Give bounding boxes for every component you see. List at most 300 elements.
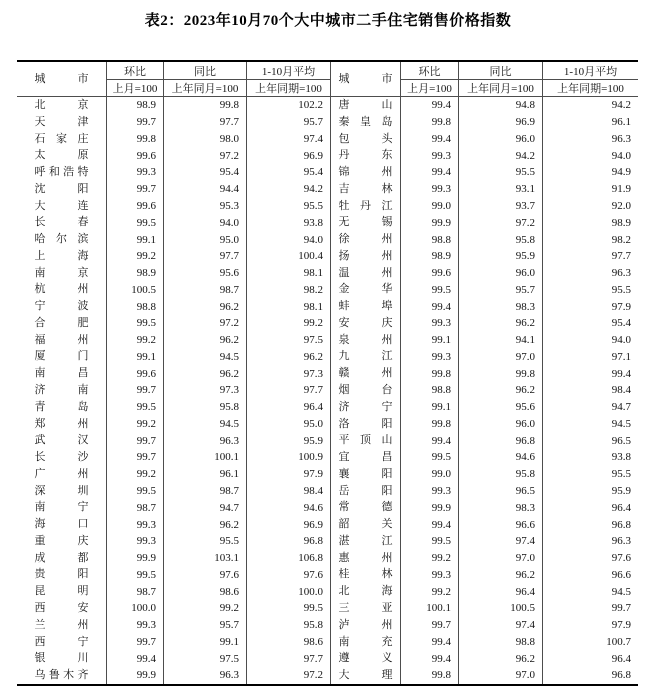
avg-value: 98.2 [542, 231, 638, 248]
city-name: 重庆 [34, 534, 89, 547]
city-cell [17, 281, 106, 298]
mom-value: 99.2 [106, 466, 163, 483]
header-city-right-label: 城市 [338, 72, 393, 85]
mom-value: 99.0 [400, 198, 458, 215]
city-name: 上海 [34, 249, 89, 262]
city-name: 长春 [34, 216, 89, 229]
yoy-value: 99.8 [163, 97, 246, 114]
city-name: 洛阳 [338, 417, 393, 430]
avg-value: 106.8 [246, 550, 330, 567]
avg-value: 98.6 [246, 634, 330, 651]
avg-value: 97.6 [246, 566, 330, 583]
city-cell [17, 466, 106, 483]
city-cell [330, 432, 400, 449]
avg-value: 97.6 [542, 550, 638, 567]
mom-value: 99.0 [400, 466, 458, 483]
avg-value: 95.7 [246, 114, 330, 131]
avg-value: 94.7 [542, 399, 638, 416]
yoy-value: 95.6 [458, 399, 542, 416]
city-cell [330, 416, 400, 433]
mom-value: 99.5 [106, 483, 163, 500]
yoy-value: 96.5 [458, 483, 542, 500]
page-title: 表2：2023年10月70个大中城市二手住宅销售价格指数 [144, 13, 512, 29]
mom-value: 99.1 [106, 348, 163, 365]
city-cell [17, 416, 106, 433]
city-name: 长沙 [34, 451, 89, 464]
mom-value: 99.8 [106, 131, 163, 148]
header-city-right [330, 62, 400, 97]
yoy-value: 96.2 [163, 516, 246, 533]
yoy-value: 97.6 [163, 566, 246, 583]
city-name: 韶关 [338, 518, 393, 531]
city-cell [330, 466, 400, 483]
city-name: 合肥 [34, 316, 89, 329]
mom-value: 99.2 [106, 332, 163, 349]
yoy-value: 97.2 [458, 214, 542, 231]
header-avg-left: 1-10月平均 [246, 62, 330, 80]
city-cell [17, 516, 106, 533]
city-cell [330, 634, 400, 651]
avg-value: 96.1 [542, 114, 638, 131]
header-yoy-base-right: 上年同月=100 [458, 80, 542, 97]
mom-value: 99.7 [106, 432, 163, 449]
city-name: 济南 [34, 384, 89, 397]
avg-value: 95.5 [246, 198, 330, 215]
city-name: 秦皇岛 [338, 115, 393, 128]
mom-value: 99.4 [400, 516, 458, 533]
city-cell [17, 382, 106, 399]
yoy-value: 98.0 [163, 131, 246, 148]
mom-value: 99.2 [106, 416, 163, 433]
avg-value: 96.9 [246, 516, 330, 533]
city-cell [330, 667, 400, 684]
city-name: 成都 [34, 551, 89, 564]
city-cell [330, 617, 400, 634]
avg-value: 96.8 [542, 667, 638, 684]
yoy-value: 94.5 [163, 348, 246, 365]
city-cell [17, 432, 106, 449]
city-cell [330, 315, 400, 332]
city-cell [330, 131, 400, 148]
mom-value: 99.5 [106, 214, 163, 231]
city-name: 北海 [338, 585, 393, 598]
yoy-value: 103.1 [163, 550, 246, 567]
city-name: 包头 [338, 132, 393, 145]
city-cell [17, 298, 106, 315]
city-name: 杭州 [34, 283, 89, 296]
yoy-value: 97.3 [163, 382, 246, 399]
yoy-value: 96.2 [458, 315, 542, 332]
avg-value: 96.4 [542, 650, 638, 667]
yoy-value: 95.6 [163, 265, 246, 282]
mom-value: 99.4 [400, 432, 458, 449]
yoy-value: 97.7 [163, 114, 246, 131]
mom-value: 99.3 [400, 483, 458, 500]
avg-value: 100.0 [246, 583, 330, 600]
city-name: 深圳 [34, 484, 89, 497]
avg-value: 94.9 [542, 164, 638, 181]
mom-value: 99.6 [400, 265, 458, 282]
city-name: 惠州 [338, 551, 393, 564]
mom-value: 98.8 [400, 382, 458, 399]
city-cell [17, 550, 106, 567]
city-name: 贵阳 [34, 568, 89, 581]
avg-value: 97.3 [246, 365, 330, 382]
mom-value: 99.5 [400, 449, 458, 466]
city-cell [330, 248, 400, 265]
mom-value: 99.6 [106, 147, 163, 164]
city-cell [17, 483, 106, 500]
city-cell [330, 583, 400, 600]
city-cell [330, 499, 400, 516]
avg-value: 102.2 [246, 97, 330, 114]
yoy-value: 95.7 [163, 617, 246, 634]
yoy-value: 96.4 [458, 583, 542, 600]
city-name: 唐山 [338, 99, 393, 111]
header-yoy-base-left: 上年同月=100 [163, 80, 246, 97]
mom-value: 99.3 [400, 181, 458, 198]
yoy-value: 99.1 [163, 634, 246, 651]
yoy-value: 95.4 [163, 164, 246, 181]
city-cell [330, 533, 400, 550]
mom-value: 99.1 [400, 399, 458, 416]
mom-value: 99.3 [106, 617, 163, 634]
avg-value: 92.0 [542, 198, 638, 215]
yoy-value: 97.4 [458, 533, 542, 550]
city-cell [17, 533, 106, 550]
header-mom-right: 环比 [400, 62, 458, 80]
avg-value: 98.2 [246, 281, 330, 298]
avg-value: 95.8 [246, 617, 330, 634]
city-name: 呼和浩特 [34, 166, 89, 179]
mom-value: 99.3 [400, 566, 458, 583]
header-mom-base-right: 上月=100 [400, 80, 458, 97]
city-cell [330, 147, 400, 164]
mom-value: 98.9 [400, 248, 458, 265]
city-cell [17, 667, 106, 684]
city-cell [330, 348, 400, 365]
mom-value: 99.5 [106, 399, 163, 416]
yoy-value: 94.8 [458, 97, 542, 114]
city-cell [330, 97, 400, 114]
yoy-value: 99.8 [458, 365, 542, 382]
mom-value: 98.8 [106, 298, 163, 315]
city-cell [330, 265, 400, 282]
mom-value: 98.8 [400, 231, 458, 248]
city-name: 西安 [34, 601, 89, 614]
yoy-value: 98.7 [163, 483, 246, 500]
yoy-value: 96.2 [458, 382, 542, 399]
mom-value: 99.5 [106, 566, 163, 583]
yoy-value: 93.7 [458, 198, 542, 215]
avg-value: 94.2 [542, 97, 638, 114]
avg-value: 96.9 [246, 147, 330, 164]
city-cell [17, 583, 106, 600]
city-cell [17, 634, 106, 651]
mom-value: 99.1 [400, 332, 458, 349]
city-cell [17, 399, 106, 416]
city-name: 赣州 [338, 367, 393, 380]
yoy-value: 95.8 [458, 231, 542, 248]
city-cell [17, 131, 106, 148]
yoy-value: 100.5 [458, 600, 542, 617]
avg-value: 95.9 [542, 483, 638, 500]
mom-value: 99.7 [106, 634, 163, 651]
city-name: 青岛 [34, 400, 89, 413]
yoy-value: 97.5 [163, 650, 246, 667]
yoy-value: 97.2 [163, 147, 246, 164]
yoy-value: 97.0 [458, 550, 542, 567]
avg-value: 98.4 [246, 483, 330, 500]
mom-value: 99.8 [400, 365, 458, 382]
city-name: 三亚 [338, 601, 393, 614]
city-cell [17, 198, 106, 215]
yoy-value: 94.1 [458, 332, 542, 349]
city-name: 太原 [34, 149, 89, 162]
mom-value: 99.2 [106, 248, 163, 265]
avg-value: 97.7 [542, 248, 638, 265]
mom-value: 99.8 [400, 667, 458, 684]
city-name: 金华 [338, 283, 393, 296]
mom-value: 99.7 [106, 181, 163, 198]
yoy-value: 95.9 [458, 248, 542, 265]
city-name: 烟台 [338, 384, 393, 397]
city-cell [17, 650, 106, 667]
yoy-value: 94.4 [163, 181, 246, 198]
avg-value: 95.4 [542, 315, 638, 332]
yoy-value: 95.8 [458, 466, 542, 483]
avg-value: 97.1 [542, 348, 638, 365]
city-cell [330, 483, 400, 500]
mom-value: 99.1 [106, 231, 163, 248]
city-name: 西宁 [34, 635, 89, 648]
yoy-value: 96.3 [163, 667, 246, 684]
city-cell [330, 566, 400, 583]
city-name: 北京 [34, 99, 89, 111]
mom-value: 99.4 [400, 650, 458, 667]
avg-value: 98.1 [246, 265, 330, 282]
mom-value: 99.9 [400, 214, 458, 231]
avg-value: 97.7 [246, 382, 330, 399]
avg-value: 98.9 [542, 214, 638, 231]
avg-value: 100.7 [542, 634, 638, 651]
yoy-value: 94.5 [163, 416, 246, 433]
city-name: 大理 [338, 669, 393, 682]
city-name: 宁波 [34, 300, 89, 313]
city-cell [330, 365, 400, 382]
yoy-value: 99.2 [163, 600, 246, 617]
header-avg-base-right: 上年同期=100 [542, 80, 638, 97]
yoy-value: 97.7 [163, 248, 246, 265]
header-city-left [17, 62, 106, 97]
mom-value: 99.4 [106, 650, 163, 667]
mom-value: 99.2 [400, 550, 458, 567]
header-avg-base-left: 上年同期=100 [246, 80, 330, 97]
mom-value: 99.3 [106, 164, 163, 181]
avg-value: 99.2 [246, 315, 330, 332]
city-name: 乌鲁木齐 [34, 669, 89, 682]
city-name: 宜昌 [338, 451, 393, 464]
avg-value: 100.4 [246, 248, 330, 265]
city-name: 蚌埠 [338, 300, 393, 313]
yoy-value: 95.0 [163, 231, 246, 248]
mom-value: 99.5 [106, 315, 163, 332]
price-index-table [17, 60, 638, 686]
yoy-value: 98.3 [458, 298, 542, 315]
avg-value: 94.0 [542, 332, 638, 349]
city-name: 武汉 [34, 434, 89, 447]
avg-value: 94.5 [542, 416, 638, 433]
header-mom-base-left: 上月=100 [106, 80, 163, 97]
yoy-value: 95.7 [458, 281, 542, 298]
city-cell [330, 298, 400, 315]
mom-value: 99.6 [106, 198, 163, 215]
city-cell [17, 449, 106, 466]
city-cell [17, 315, 106, 332]
mom-value: 99.3 [106, 516, 163, 533]
avg-value: 94.2 [246, 181, 330, 198]
city-name: 泸州 [338, 618, 393, 631]
mom-value: 99.4 [400, 164, 458, 181]
avg-value: 94.6 [246, 499, 330, 516]
city-cell [330, 114, 400, 131]
mom-value: 99.8 [400, 416, 458, 433]
avg-value: 93.8 [542, 449, 638, 466]
avg-value: 96.3 [542, 131, 638, 148]
mom-value: 99.7 [106, 449, 163, 466]
yoy-value: 96.0 [458, 265, 542, 282]
avg-value: 93.8 [246, 214, 330, 231]
city-cell [330, 332, 400, 349]
mom-value: 99.3 [400, 315, 458, 332]
city-name: 遵义 [338, 652, 393, 665]
city-cell [17, 97, 106, 114]
yoy-value: 93.1 [458, 181, 542, 198]
yoy-value: 96.0 [458, 131, 542, 148]
city-cell [17, 248, 106, 265]
city-cell [17, 214, 106, 231]
yoy-value: 96.2 [163, 298, 246, 315]
city-cell [330, 382, 400, 399]
city-cell [17, 164, 106, 181]
mom-value: 99.5 [400, 533, 458, 550]
city-name: 湛江 [338, 534, 393, 547]
yoy-value: 95.5 [458, 164, 542, 181]
avg-value: 91.9 [542, 181, 638, 198]
avg-value: 97.9 [542, 298, 638, 315]
yoy-value: 98.7 [163, 281, 246, 298]
yoy-value: 96.2 [458, 566, 542, 583]
yoy-value: 96.3 [163, 432, 246, 449]
mom-value: 99.4 [400, 97, 458, 114]
city-cell [17, 365, 106, 382]
header-city-left-label: 城市 [34, 72, 89, 85]
avg-value: 95.9 [246, 432, 330, 449]
avg-value: 95.5 [542, 281, 638, 298]
avg-value: 99.4 [542, 365, 638, 382]
city-cell [17, 332, 106, 349]
yoy-value: 98.3 [458, 499, 542, 516]
yoy-value: 97.4 [458, 617, 542, 634]
city-name: 南充 [338, 635, 393, 648]
yoy-value: 96.9 [458, 114, 542, 131]
avg-value: 96.5 [542, 432, 638, 449]
mom-value: 99.9 [106, 550, 163, 567]
yoy-value: 97.2 [163, 315, 246, 332]
avg-value: 97.5 [246, 332, 330, 349]
city-name: 常德 [338, 501, 393, 514]
city-cell [17, 617, 106, 634]
mom-value: 99.9 [106, 667, 163, 684]
mom-value: 98.7 [106, 499, 163, 516]
mom-value: 99.7 [400, 617, 458, 634]
city-name: 昆明 [34, 585, 89, 598]
city-name: 沈阳 [34, 182, 89, 195]
yoy-value: 97.0 [458, 667, 542, 684]
mom-value: 99.2 [400, 583, 458, 600]
avg-value: 97.4 [246, 131, 330, 148]
yoy-value: 96.0 [458, 416, 542, 433]
avg-value: 95.0 [246, 416, 330, 433]
city-name: 福州 [34, 333, 89, 346]
city-name: 襄阳 [338, 467, 393, 480]
city-name: 徐州 [338, 233, 393, 246]
city-name: 牡丹江 [338, 199, 393, 212]
mom-value: 99.7 [106, 114, 163, 131]
city-name: 大连 [34, 199, 89, 212]
city-name: 郑州 [34, 417, 89, 430]
avg-value: 97.2 [246, 667, 330, 684]
city-name: 济宁 [338, 400, 393, 413]
avg-value: 96.4 [542, 499, 638, 516]
avg-value: 99.7 [542, 600, 638, 617]
city-name: 九江 [338, 350, 393, 363]
city-name: 石家庄 [34, 132, 89, 145]
city-cell [330, 164, 400, 181]
mom-value: 99.7 [106, 382, 163, 399]
avg-value: 95.5 [542, 466, 638, 483]
city-name: 天津 [34, 115, 89, 128]
mom-value: 99.5 [400, 281, 458, 298]
city-cell [330, 198, 400, 215]
mom-value: 99.4 [400, 298, 458, 315]
yoy-value: 96.2 [163, 365, 246, 382]
avg-value: 98.4 [542, 382, 638, 399]
mom-value: 99.8 [400, 114, 458, 131]
city-cell [330, 449, 400, 466]
avg-value: 96.8 [246, 533, 330, 550]
yoy-value: 94.2 [458, 147, 542, 164]
city-name: 安庆 [338, 316, 393, 329]
city-name: 扬州 [338, 249, 393, 262]
avg-value: 94.5 [542, 583, 638, 600]
mom-value: 99.4 [400, 131, 458, 148]
mom-value: 99.4 [400, 634, 458, 651]
avg-value: 94.0 [246, 231, 330, 248]
yoy-value: 100.1 [163, 449, 246, 466]
city-cell [330, 650, 400, 667]
yoy-value: 98.8 [458, 634, 542, 651]
header-mom-left: 环比 [106, 62, 163, 80]
city-name: 广州 [34, 467, 89, 480]
city-name: 无锡 [338, 216, 393, 229]
city-name: 锦州 [338, 166, 393, 179]
yoy-value: 94.7 [163, 499, 246, 516]
city-name: 丹东 [338, 149, 393, 162]
yoy-value: 96.8 [458, 432, 542, 449]
yoy-value: 96.2 [458, 650, 542, 667]
city-cell [17, 499, 106, 516]
